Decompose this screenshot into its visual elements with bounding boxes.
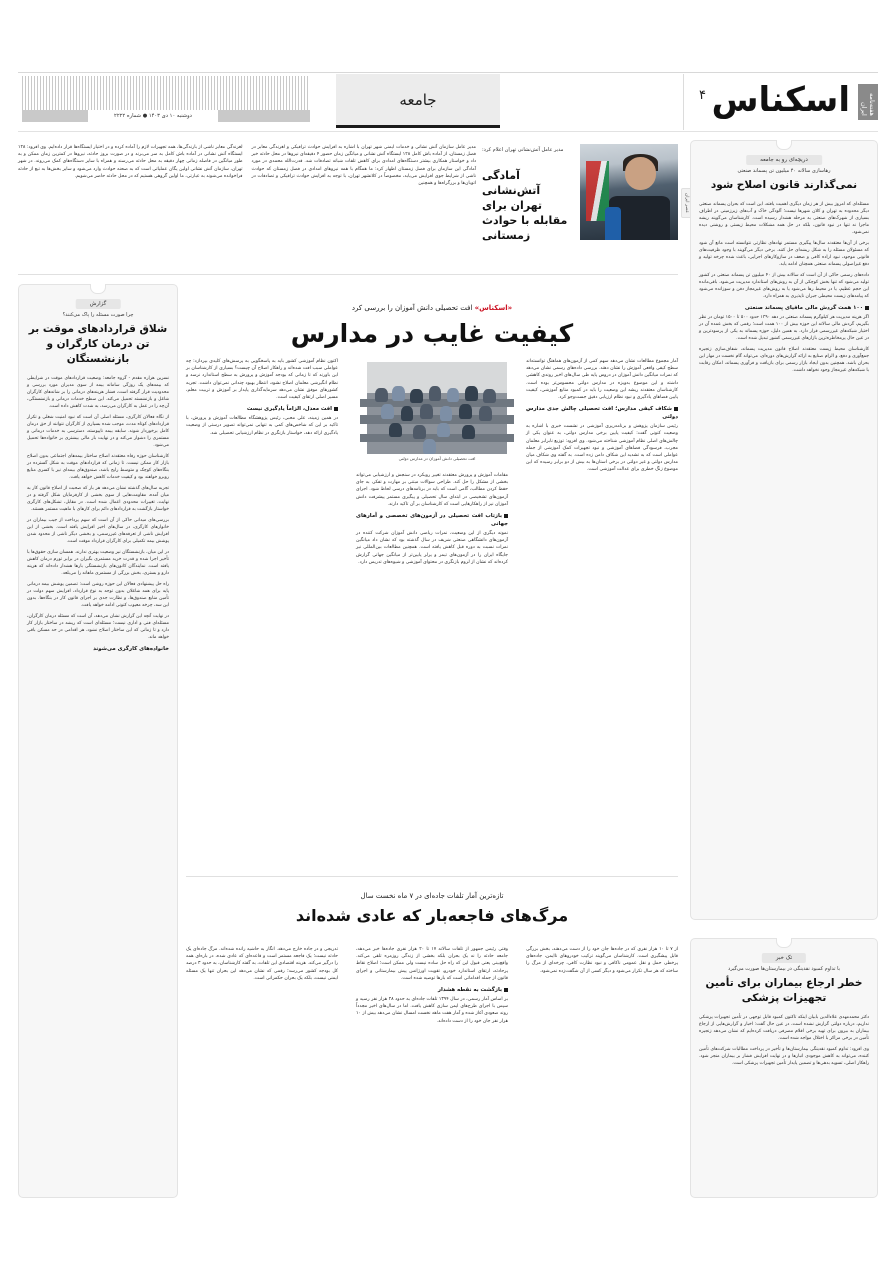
bullet-square-icon <box>674 407 678 411</box>
main-article-body <box>186 358 678 858</box>
main-article-subheading-1: شکاف کیفی مدارس؛ افت تحصیلی چالش جدی مدارس دولتی <box>526 406 678 421</box>
paragraph: بررسی‌های میدانی حاکی از آن است که سهم پرداخت از جیب بیماران در خانوارهای کارگری، در سال‌های اخیر افزایش یافته است. بخشی از این افزایش ناشی از تعرفه‌های غیررسمی، و بخشی دیگر ناشی از محدود شدن پوشش بیمه تکمیلی برای کارگران قرارداد موقت است. <box>27 518 169 544</box>
section-tab-society[interactable]: جامعه <box>336 74 500 128</box>
paragraph: دکتر محمدمهدی علاءالدین بابیان اینکه تاکنون کمبود قابل توجهی در تأمین تجهیزات پزشکی نداریم، درباره دولتی گزارش نشده است، در عین حال گفت: اخبار و گزارش‌هایی از ارجاع بیماران به بیرون برای تهیه برخی اقلام مصرفی دریافت کرده‌ایم که نشان می‌دهد زنجیره تأمین در برخی مراکز با اختلال مواجه شده است. <box>699 1015 869 1041</box>
bottom-article-column-1 <box>526 946 678 979</box>
left-box-headline[interactable]: شلاق قراردادهای موقت بر تن درمان کارگران و بازنشستگان <box>28 323 168 365</box>
brand-logo: اسکناس <box>711 80 850 120</box>
paragraph: از ۷ تا ۱۰ هزار نفری که در جاده‌ها جان خود را از دست می‌دهند، بخش بزرگی قابل پیشگیری است. کارشناسان می‌گویند ترکیب خودروهای ناایمن، جاده‌های پرخطر، حمل و نقل عمومی ناکافی و نبود نظارت کافی، چرخه‌ای از مرگ را ساخته که هر سال تکرار می‌شود و دیگر کسی از آن شگفت‌زده نمی‌شود. <box>526 947 678 974</box>
right-box-subheading: ۱۰۰ همت گردش مالی مافیای پسماند صنعتی <box>699 304 869 312</box>
date-line: دوشنبه ۱۰ دی ۱۴۰۳ ● شماره ۲۲۲۲ <box>88 110 218 122</box>
date-band <box>22 110 310 122</box>
main-article-headline[interactable]: کیفیت غایب در مدارس <box>290 319 574 348</box>
paragraph: وقتی رئیس جمهور از تلفات سالانه ۱۷ تا ۲۰ هزار نفری جاده‌ها خبر می‌دهد، جامعه حادثه را نه یک بحران بلکه بخشی از زندگی روزمره تلقی می‌کند. واقع‌بینی یعنی قبول این که راه حل ساده نیست ولی ممکن است؛ اصلاح نقاط پرحادثه، ارتقای استاندارد خودرو، تقویت اورژانس پیش بیمارستانی و اجرای قانون از جمله اقداماتی است که بارها توصیه شده است. <box>356 947 508 981</box>
paragraph: بر اساس آمار رسمی، در سال ۱۳۹۴ تلفات جاده‌ای به حدود ۲۸ هزار نفر رسید و سپس با اجرای طرح‌های ایمن سازی کاهش یافت. اما در سال‌های اخیر مجدداً روند صعودی آغاز شده و آمار هفت ماهه نخست امسال نشان می‌دهد بیش از ۱۰ هزار نفر جان خود را از دست داده‌اند. <box>356 997 508 1024</box>
brand-vertical-label: هفته‌نامه ایران <box>858 84 878 120</box>
paragraph: نسرین هزاره مقدم - گروه جامعه: وضعیت قراردادهای موقت در شرایطی که بیمه‌های یک روزگی سامانه بیمه از سوی مدیران مورد بررسی و محدودیت قرار گرفته است، فشار هزینه‌های درمانی را بر شانه‌های کارگران شاغل و بازنشسته تحمیل می‌کند. این سطح خدمات درمانی و بازنشستگی، آن‌چه را در عمل به کارگران می‌رسد، به شدت کاهش داده است. <box>27 376 169 409</box>
top-feature-kicker: مدیر عامل آتش‌نشانی تهران اعلام کرد: <box>482 147 564 153</box>
top-feature-paragraph: لغزندگی معابر ناشی از بارندگی‌ها، همه تجهیزات لازم را آماده کرده و در اختیار ایستگاه‌ها قرار داده‌ایم. وی افزود: ۱۲۸ ایستگاه آتش نشانی در آماده باش کامل به سر می‌برند و در صورت بروز حادثه، نیروها در کمترین زمان ممکن و به طور میانگین در فاصله زمانی چهار دقیقه به محل حادثه می‌رسند و همراه با سایر دستگاه‌های کمک می‌روند. در شهر تهران، سازمان آتش نشانی اولین یگان عملیاتی است که به صحنه حوادث وارد می‌شود و سایر بخش‌ها به تبع از حادثه فراخوانده می‌شوند به عبارتی، ما اولین گروهی هستیم که در محل حادثه حاضر می‌شویم. <box>18 145 243 179</box>
main-article-column-1 <box>526 358 678 478</box>
main-article-column-2 <box>356 472 508 858</box>
box-label-single-news: تک خبر <box>762 953 806 963</box>
paragraph: رئیس سازمان پژوهش و برنامه‌ریزی آموزشی در نشست خبری با اشاره به وضعیت کنونی گفت: کیفیت پایین برخی مدارس دولتی، به عنوان یکی از چالش‌های اصلی نظام آموزشی شناخته می‌شود. وی افزود: توزیع نابرابر معلمان مجرب، فرسودگی فضاهای آموزشی و نبود تجهیزات کمک آموزشی از جمله عواملی است که به تشدید این شکاف دامن زده است. به گفته وی شکاف میان مدارس دولتی و غیر دولتی در برخی استان‌ها به بیش از دو برابر رسیده که این موضوع زنگ خطری برای عدالت آموزشی است. <box>526 424 678 473</box>
bullet-square-icon <box>334 407 338 411</box>
paragraph: از نگاه فعالان کارگری، مسئله اصلی آن است که نبود امنیت شغلی و تکرار قراردادهای کوتاه مدت، موجب شده بسیاری از کارگران نتوانند از حق درمان کامل برخوردار شوند. سابقه بیمه ناپیوسته، دسترسی به خدمات درمانی و مستمری را دشوار می‌کند و در نهایت بار مالی بیشتری بر خانواده‌ها تحمیل می‌شود. <box>27 415 169 448</box>
paragraph: اکنون نظام آموزشی کشور باید به پاسخگویی به پرسش‌های کلیدی بپردازد: چه عواملی سبب افت شده‌اند و راهکار اصلاح آن چیست؟ بسیاری از کارشناسان بر این باورند که تا زمانی که بودجه آموزش و پرورش به سطح استاندارد نرسد و نظام انگیزشی معلمان اصلاح نشود، انتظار بهبود چندانی نمی‌توان داشت. تجربه کشورهای موفق نشان می‌دهد سرمایه‌گذاری پایدار بر آموزش و تربیت معلم، مسیر اصلی ارتقای کیفیت است. <box>186 359 338 401</box>
main-article-kicker <box>186 302 678 314</box>
paragraph: در نهایت آنچه این گزارش نشان می‌دهد، آن است که مسئله درمان کارگران، مسئله‌ای فنی و اداری نیست؛ مسئله‌ای است که ریشه در ساختار بازار کار دارد و تا زمانی که این ساختار اصلاح نشود، هر اقدامی در حد مسکن باقی خواهد ماند. <box>27 614 169 640</box>
left-box-last-line: خانواده‌های کارگری می‌شوند <box>93 646 169 652</box>
paragraph: وی افزود: تداوم کمبود نقدینگی بیمارستان‌ها و تأخیر در پرداخت مطالبات شرکت‌های تأمین کننده، می‌تواند به کاهش موجودی انبارها و در نهایت افزایش فشار بر بیماران منجر شود. راهکار اصلی، تسویه بدهی‌ها و تضمین پایدار تأمین تجهیزات پزشکی است. <box>699 1047 869 1066</box>
right-box-kicker: رهاسازی سالانه ۴۰ میلیون تن پسماند صنعتی <box>737 168 831 174</box>
masthead <box>0 0 896 133</box>
photo-credit-badge: عصر ایران <box>681 188 692 218</box>
top-feature-headline[interactable]: آمادگی آتش‌نشانی تهران برای مقابله با حوادث زمستانی <box>482 169 568 242</box>
left-box-kicker: چرا صورت مسئله را پاک می‌کنند؟ <box>62 312 134 318</box>
main-article-subheading-2: بازتاب افت تحصیلی در آزمون‌های تخصصی و آمارهای جهانی <box>356 513 508 528</box>
paragraph: مسئله‌ای که امروز بیش از هر زمان دیگری اهمیت یافته، این است که بحران پسماند صنعتی دیگر محدوده به تهران و کلان شهرها نیست؛ آلودگی خاک و آب‌های زیرزمینی در اطراف بسیاری از شهرک‌های صنعتی به مرحله هشدار رسیده است. کارشناسان می‌گویند ریشه ماجرا نه تنها در نبود قانون، بلکه در حل همه مشکلات محیط زیستی و روشنی دیده نمی‌شود. <box>699 202 869 235</box>
right-sidebar-box-environment[interactable] <box>690 140 878 920</box>
paragraph: در همین زمینه، علی محبی، رئیس پژوهشگاه مطالعات آموزش و پرورش، با تاکید بر این که شاخص‌های کمی به تنهایی نمی‌تواند تصویر درستی از وضعیت یادگیری ارائه دهد، خواستار بازنگری در نظام ارزشیابی تحصیلی شد. <box>186 416 338 436</box>
masthead-divider <box>683 74 684 130</box>
box-notch-decoration <box>776 938 792 948</box>
top-feature-rule <box>18 274 678 275</box>
right-sidebar-box-single-news[interactable] <box>690 938 878 1198</box>
paragraph: نمونه دیگری از این وضعیت، نمرات ریاضی دانش آموزان شرکت کننده در آزمون‌های دانشگاهی صنعتی شریف در سال گذشته بود که نشان داد میانگین نمرات نسبت به دوره قبل کاهش یافته است. همچنین مطالعات بین‌المللی نیز جایگاه ایران را در آزمون‌های تیمز و پرلز پایین‌تر از میانگین جهانی گزارش کرده‌اند که نشان از لزوم بازنگری در محتوای آموزشی و شیوه‌های تدریس دارد. <box>356 531 508 565</box>
left-sidebar-box-report[interactable] <box>18 284 178 1198</box>
bottom-article-column-3 <box>186 946 338 986</box>
kicker-brand: «اسکناس» <box>474 304 513 312</box>
paragraph: مقامات آموزش و پرورش معتقدند تغییر رویکرد در سنجش و ارزشیابی می‌تواند بخشی از مشکل را حل کند. طراحی سوالات مبتنی بر مهارت و تفکر، به جای حفظ کردن مطالب، گامی است که باید در برنامه‌های درسی لحاظ شود. اجرای آزمون‌های تشخیصی در ابتدای سال تحصیلی و پیگیری مستمر پیشرفت دانش آموزان نیز از راهکارهایی است که کارشناسان بر آن تاکید دارند. <box>356 473 508 507</box>
main-article-column-3 <box>186 358 338 441</box>
kicker-rest: افت تحصیلی دانش آموزان را بررسی کرد <box>351 304 473 312</box>
fire-chief-photo <box>580 144 689 240</box>
bottom-article-rule <box>186 876 678 877</box>
box-label-society-window: دریچه‌ای رو به جامعه <box>746 155 822 165</box>
paragraph: تجربه سال‌های گذشته نشان می‌دهد هر بار که صحبت از اصلاح قانون کار به میان آمده، مقاومت‌هایی از سوی بخشی از کارفرمایان شکل گرفته و در نهایت، تغییرات محدودی اعمال شده است. در مقابل، تشکل‌های کارگری خواستار بازگشت به قراردادهای دائم برای کارهای با ماهیت مستمر هستند. <box>27 486 169 512</box>
bullet-square-icon <box>504 988 508 992</box>
barcode-decoration <box>22 76 310 110</box>
main-article[interactable] <box>186 284 678 864</box>
paragraph: برخی از آن‌ها معتقدند سال‌ها پیگیری مستمر نهادهای نظارتی نتوانسته است مانع آن شود که مسئولان مسئله را به شکل ریشه‌ای حل کنند. برخی دیگر می‌گویند با وجود ظرفیت‌های قانونی موجود، نبود اراده کافی و ضعف در سازوکارهای اجرایی، باعث شده چرخه تولید و دفع غیراصولی پسماند صنعتی همچنان ادامه یابد. <box>699 241 869 267</box>
bottom-article-headline[interactable]: مرگ‌های فاجعه‌بار که عادی شده‌اند <box>295 906 569 925</box>
bottom-article[interactable] <box>186 886 678 1198</box>
bottom-article-column-2 <box>356 946 508 1029</box>
masthead-bottom-rule <box>18 131 878 132</box>
brand-block <box>712 73 878 131</box>
bullet-square-icon <box>865 306 869 310</box>
box-label-report: گزارش <box>76 299 121 309</box>
bottom-article-body <box>186 946 678 1194</box>
right-box2-kicker: با تداوم کمبود نقدینگی در بیمارستان‌ها صورت می‌گیرد <box>727 966 840 972</box>
right-box-headline[interactable]: نمی‌گذارند قانون اصلاح شود <box>710 179 858 191</box>
bullet-square-icon <box>504 514 508 518</box>
box-notch-decoration <box>776 140 792 150</box>
left-box-content <box>27 311 169 655</box>
right-box-content <box>699 167 869 378</box>
paragraph: کارشناسان حوزه رفاه معتقدند اصلاح ساختار بیمه‌های اجتماعی بدون اصلاح بازار کار ممکن نیست. تا زمانی که قراردادهای موقت به شکل گسترده در بنگاه‌های کوچک و متوسط رایج باشد، صندوق‌های بیمه‌ای نیز با کسری منابع روبرو خواهند بود و کیفیت خدمات کاهش خواهد یافت. <box>27 454 169 480</box>
paragraph: کارشناسان محیط زیست معتقدند اصلاح قانون مدیریت پسماند، شفاف‌سازی زنجیره جمع‌آوری و دفع، و الزام صنایع به ارائه گزارش‌های دوره‌ای، می‌تواند گام نخست در مهار این بحران باشد. همچنین بدون ایجاد بازار رسمی برای بازیافت و فرآوری پسماند، امکان رقابت با شبکه‌های غیرمجاز وجود نخواهد داشت. <box>699 347 869 373</box>
bottom-article-kicker: تازه‌ترین آمار تلفات جاده‌ای در ۷ ماه نخست سال <box>360 892 504 900</box>
top-feature-article[interactable] <box>18 140 689 270</box>
paragraph: تدریجی و در جاده خارج می‌دهد. انگار به حاشیه رانده شده‌اند. مرگ جاده‌ای یک حادثه نیست؛ یک فاجعه مستمر است و قاعده‌ای که عادی شده، در باره‌ای همه را درگیر می‌کند. هزینه اقتصادی این تلفات، به گفته کارشناسان، به حدود ۳ درصد کل بودجه کشور می‌رسد؛ رقمی که نشان می‌دهد این بحران تنها یک مسئله ایمنی نیست، بلکه یک بحران حکمرانی است. <box>186 947 338 981</box>
box-notch-decoration <box>90 284 106 294</box>
paragraph: راه حل پیشنهادی فعالان این حوزه روشن است: تضمین پوشش بیمه درمانی پایه برای همه شاغلان بدون توجه به نوع قرارداد، افزایش سهم دولت در تأمین منابع صندوق‌ها، و نظارت جدی بر اجرای قانون کار در بنگاه‌ها. بدون این سه، چرخه معیوب کنونی ادامه خواهد یافت. <box>27 582 169 608</box>
paragraph: داده‌های رسمی حاکی از آن است که سالانه بیش از ۴۰ میلیون تن پسماند صنعتی در کشور تولید می‌شود که تنها بخش کوچکی از آن به روش‌های استاندارد مدیریت می‌شود. باقی‌مانده این حجم عظیم، یا در محیط رها می‌شود یا به روش‌های غیرمجاز دفن و سوزانده می‌شود که پیامدهای زیست محیطی جبران ناپذیری به همراه دارد. <box>699 273 869 299</box>
paragraph: در این میان، بازنشستگان نیز وضعیت بهتری ندارند. همسان سازی حقوق‌ها با تأخیر اجرا شده و قدرت خرید مستمری بگیران در برابر تورم درمان کاهش یافته است. نمایندگان کانون‌های بازنشستگی بارها هشدار داده‌اند که هزینه دارو و بستری، بخش بزرگی از مستمری ماهانه را می‌بلعد. <box>27 550 169 576</box>
top-feature-body <box>18 144 476 264</box>
right-box2-headline[interactable]: خطر ارجاع بیماران برای تأمین تجهیزات پزشکی <box>705 977 863 1004</box>
paragraph: آمار مجموع مطالعات نشان می‌دهد سهم کمی از آزمون‌های هماهنگ توانسته‌اند سطح کیفی واقعی آموزش را نشان دهند. بررسی داده‌های رسمی نشان می‌دهد که نمرات میانگین دانش آموزان در دروس پایه طی سال‌های اخیر روندی کاهشی داشته و این موضوع به‌ویژه در مدارس دولتی محسوس‌تر بوده است. کارشناسان معتقدند ریشه این وضعیت را باید در کمبود منابع آموزشی، کیفیت پایین فضاهای یادگیری و نبود نظام ارزیابی دقیق جست‌وجو کرد. <box>526 359 678 401</box>
top-feature-paragraph: مدیر عامل سازمان آتش نشانی و خدمات ایمنی شهر تهران با اشاره به افزایش حوادث ترافیکی و لغزندگی معابر در فصل زمستان، از آماده باش کامل ۱۲۸ ایستگاه آتش نشانی و میانگین زمان حضور ۴ دقیقه‌ای نیروها در محل حادثه خبر داد و خواستار همکاری بیشتر دستگاه‌های امدادی برای کاهش تلفات شبانه تصادفات شد. قدرت‌الله محمدی در مورد آمادگی این سازمان برای فصل زمستان اظهار کرد: ما همگام با همه نیروهای امدادی در فصل زمستان که حوادث ناشی از شرایط جوی افزایش می‌یابد، مخصوصاً در کلانشهر تهران، با توجه به افزایش حوادث ترافیکی و تصادفات در اتوبان‌ها و بزرگراه‌ها و همچنین <box>251 145 476 187</box>
bottom-article-subheading: بازگشت به نقطه هشدار <box>356 986 508 994</box>
main-article-subheading-3: افت معدل، الزاماً یادگیری نیست <box>186 405 338 413</box>
page-number: ۴ <box>699 88 706 103</box>
right-box2-content <box>699 965 869 1071</box>
main-article-photo-caption: افت تحصیلی دانش آموزان در مدارس دولتی <box>398 456 476 461</box>
paragraph: اگر هزینه مدیریت هر کیلوگرم پسماند صنعتی در دهه ۱۳۹۰ حدود ۵۰۰ تا ۱۵۰۰ تومان در نظر بگیریم، گردش مالی سالانه این حوزه بیش از ۱۰۰ همت است؛ رقمی که بخش عمده آن در اختیار شبکه‌های غیررسمی قرار دارد. به همین دلیل، حوزه پسماند به یکی از پرسودترین و در عین حال پرمخاطره‌ترین بازارهای غیررسمی کشور تبدیل شده است. <box>699 315 870 341</box>
